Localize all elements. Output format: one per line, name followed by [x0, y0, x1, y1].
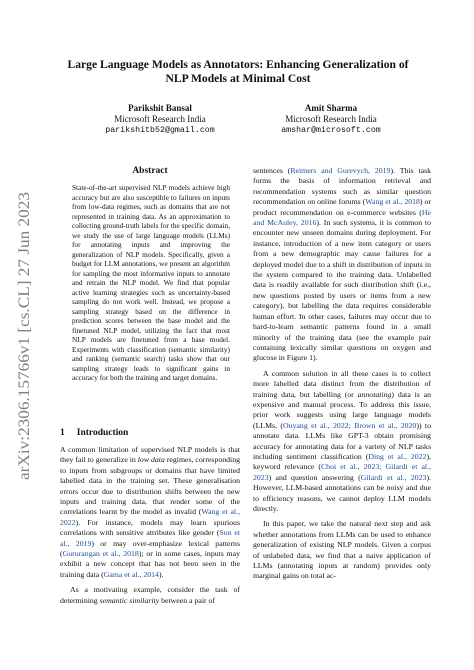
citation-link[interactable]: Gama et al., 2014 — [103, 569, 159, 579]
paragraph — [60, 585, 240, 606]
author-affiliation: Microsoft Research India — [285, 114, 377, 125]
author-name: Parikshit Bansal — [128, 103, 192, 113]
text-run: ) data is an expensive and manual process. To address this issue, prior work suggests using large language models (LLMs, ( — [253, 389, 431, 430]
text-run: ). — [158, 569, 164, 579]
citation-link[interactable]: Gururangan et al., 2018 — [62, 549, 139, 559]
citation-link[interactable]: Ouyang et al., 2022; Brown et al., 2020 — [283, 420, 417, 430]
paper-title: Large Language Models as Annotators: Enhancing Generalization of NLP Models at Minimal Cost — [67, 58, 409, 85]
author-block-2 — [251, 103, 411, 137]
text-run: A common solution in all these cases is to collect more labelled data distinct from the distribution of training data, but labelling (or — [253, 368, 431, 399]
text-run: A common limitation of supervised NLP models is that they fail to generalize in — [60, 445, 240, 465]
text-run: ). In such systems, it is common to encounter new unseen domains during deployment. For instance, introduction of a new item category or users from a new demographic may cause failures for a deployed model due to a shift in distribution of inputs in the system compared to the training data. Unlabelled data is readily available for such distribution shift (i.e., new questions posted by users or items from a new category), but labelling the data requires considerable human effort. In other cases, failures may occur due to hard-to-learn semantic patterns found in a small minority of the training data (see the example pair containing lexically similar questions on oxygen and glucose in Figure 1). — [253, 218, 431, 363]
author-email: parikshitb52@gmail.com — [105, 126, 215, 136]
paragraph — [253, 166, 431, 364]
section-heading — [60, 428, 128, 438]
arxiv-id-text: arXiv:2306.15766v1 [cs.CL] 27 Jun 2023 — [16, 220, 33, 480]
author-name: Amit Sharma — [304, 103, 358, 113]
author-affiliation: Microsoft Research India — [114, 114, 206, 125]
citation-link[interactable]: He and McAuley, 2016 — [253, 207, 431, 228]
paragraph — [253, 369, 431, 515]
author-block-1 — [80, 103, 240, 137]
text-run: ) and question answering ( — [268, 472, 361, 482]
citation-link[interactable]: Sun et al., 2019 — [60, 528, 240, 548]
arxiv-identifier — [10, 190, 38, 480]
text-run: As a motivating example, consider the task of determining — [60, 585, 240, 605]
text-run: sentences ( — [253, 166, 291, 175]
left-column-body — [60, 445, 240, 606]
right-column-body — [253, 166, 431, 582]
emphasis-text: semantic similarity — [99, 595, 160, 605]
abstract-heading: Abstract — [132, 166, 168, 176]
text-run: )) to annotate data. LLMs like GPT-3 obtain promising accuracy for annotating data for a variety of NLP tasks including sentiment classification ( — [253, 420, 431, 461]
paragraph — [60, 445, 240, 580]
text-run: ). However, LLM-based annotations can be noisy and due to efficiency reasons, we cannot deploy LLM models directly. — [253, 472, 431, 513]
paragraph — [253, 519, 431, 581]
text-run: ); or in some cases, inputs may exhibit a new concept that has not been seen in the training data ( — [60, 549, 240, 579]
text-run: ). This task forms the basis of information retrieval and recommendation systems such as similar question recommendation on online forums ( — [253, 166, 432, 207]
citation-link[interactable]: Wang et al., 2018 — [365, 197, 420, 207]
section-title: Introduction — [76, 428, 129, 438]
author-email: amshar@microsoft.com — [281, 126, 381, 136]
text-run: ) or may over-emphasize lexical patterns ( — [60, 538, 240, 559]
text-run: ). For instance, models may learn spurious correlations with sensitive attributes like gender ( — [60, 517, 240, 538]
abstract-text: State-of-the-art supervised NLP models achieve high accuracy but are also susceptible to failures on inputs from low-data regimes, such as domains that are not represented in training data. As an approximation to collecting ground-truth labels for the specific domain, we study the use of large language models (LLMs) for annotating inputs and improving the generalization of NLP models. Specifically, given a budget for LLM annotations, we present an algorithm for sampling the most informative inputs to annotate and retrain the NLP model. We find that popular active learning strategies such as uncertainty-based sampling do not work well. Instead, we propose a sampling strategy based on the difference in prediction scores between the base model and the finetuned NLP model, utilizing the fact that most NLP models are finetuned from a base model. Experiments with classification (semantic similarity) and ranking (semantic search) tasks show that our sampling strategy leads to significant gains in accuracy for both the training and target domains. — [72, 183, 230, 382]
text-run: ) or product recommendation on e-commerce websites ( — [253, 197, 431, 217]
section-number: 1 — [60, 428, 65, 438]
citation-link[interactable]: Ding et al., 2022 — [368, 451, 427, 461]
emphasis-text: annotating — [357, 389, 392, 399]
emphasis-text: low data — [137, 455, 165, 465]
citation-link[interactable]: Gilardi et al., 2023 — [360, 472, 427, 482]
text-run: between a pair of — [159, 595, 216, 605]
citation-link[interactable]: Reimers and Gurevych, 2019 — [290, 166, 391, 175]
text-run: ), keyword relevance ( — [253, 451, 431, 472]
text-run: regimes, corresponding to inputs from subgroups or domains that have limited labelled data in the training set. These generalisation errors occur due to distribution shifts between the new inputs and training data, that render some of the correlations learnt by the model as invalid ( — [60, 455, 241, 517]
citation-link[interactable]: Wang et al., 2022 — [60, 507, 240, 527]
text-run: In this paper, we take the natural next step and ask whether annotations from LLMs can be used to enhance generalization of existing NLP models. Given a corpus of unlabeled data, we find that a naive application of LLMs (annotating inputs at random) provides only marginal gains on total ac- — [253, 519, 431, 581]
citation-link[interactable]: Choi et al., 2023; Gilardi et al., 2023 — [253, 462, 432, 482]
